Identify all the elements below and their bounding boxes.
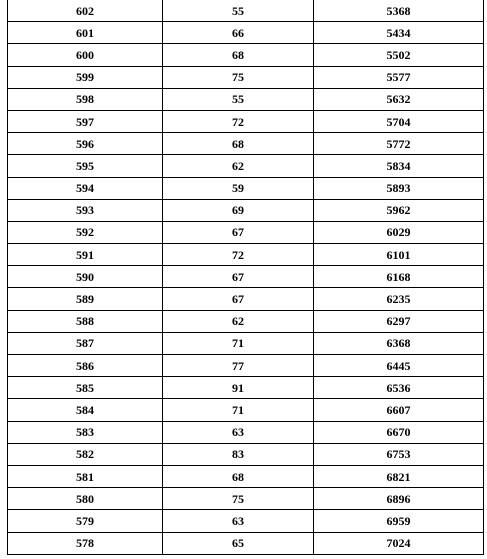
score-cell: 601	[8, 22, 163, 44]
cumulative-cell: 6445	[314, 355, 484, 377]
score-cell: 593	[8, 199, 163, 221]
score-cell: 588	[8, 310, 163, 332]
count-cell: 67	[163, 288, 314, 310]
table-row	[8, 399, 484, 421]
cumulative-cell: 5368	[314, 0, 484, 22]
cumulative-cell: 6607	[314, 399, 484, 421]
score-cell: 594	[8, 177, 163, 199]
score-cell: 602	[8, 0, 163, 22]
table-row	[8, 377, 484, 399]
count-cell: 71	[163, 399, 314, 421]
cumulative-cell: 5632	[314, 88, 484, 110]
score-cell: 596	[8, 133, 163, 155]
table-row	[8, 22, 484, 44]
count-cell: 66	[163, 22, 314, 44]
score-cell: 578	[8, 532, 163, 554]
score-cell: 597	[8, 110, 163, 132]
cumulative-cell: 5772	[314, 133, 484, 155]
count-cell: 62	[163, 155, 314, 177]
count-cell: 63	[163, 421, 314, 443]
table-row	[8, 310, 484, 332]
table-row	[8, 288, 484, 310]
count-cell: 55	[163, 0, 314, 22]
count-cell: 69	[163, 199, 314, 221]
table-row	[8, 488, 484, 510]
score-cell: 579	[8, 510, 163, 532]
cumulative-cell: 5434	[314, 22, 484, 44]
table-row	[8, 199, 484, 221]
score-cell: 590	[8, 266, 163, 288]
cumulative-cell: 6168	[314, 266, 484, 288]
score-cell: 592	[8, 221, 163, 243]
table-row	[8, 421, 484, 443]
count-cell: 91	[163, 377, 314, 399]
table-row	[8, 110, 484, 132]
score-cell: 584	[8, 399, 163, 421]
cumulative-cell: 5577	[314, 66, 484, 88]
cumulative-cell: 6670	[314, 421, 484, 443]
cumulative-cell: 6753	[314, 443, 484, 465]
cumulative-cell: 5502	[314, 44, 484, 66]
score-cell: 598	[8, 88, 163, 110]
count-cell: 65	[163, 532, 314, 554]
count-cell: 68	[163, 44, 314, 66]
cumulative-cell: 5962	[314, 199, 484, 221]
count-cell: 68	[163, 133, 314, 155]
score-cell: 587	[8, 332, 163, 354]
table-row	[8, 465, 484, 487]
count-cell: 75	[163, 66, 314, 88]
table-row	[8, 155, 484, 177]
score-cell: 595	[8, 155, 163, 177]
table-row	[8, 355, 484, 377]
count-cell: 71	[163, 332, 314, 354]
score-cell: 600	[8, 44, 163, 66]
score-cell: 589	[8, 288, 163, 310]
cumulative-cell: 5834	[314, 155, 484, 177]
table-row	[8, 177, 484, 199]
cumulative-cell: 5704	[314, 110, 484, 132]
count-cell: 62	[163, 310, 314, 332]
table-row	[8, 0, 484, 22]
score-cell: 585	[8, 377, 163, 399]
table-row	[8, 244, 484, 266]
table-row	[8, 88, 484, 110]
score-cell: 580	[8, 488, 163, 510]
count-cell: 83	[163, 443, 314, 465]
score-cell: 583	[8, 421, 163, 443]
table-row	[8, 133, 484, 155]
cumulative-cell: 6101	[314, 244, 484, 266]
count-cell: 63	[163, 510, 314, 532]
score-cell: 586	[8, 355, 163, 377]
count-cell: 67	[163, 266, 314, 288]
score-cell: 591	[8, 244, 163, 266]
count-cell: 59	[163, 177, 314, 199]
score-table	[7, 0, 484, 555]
table-row	[8, 332, 484, 354]
cumulative-cell: 6297	[314, 310, 484, 332]
cumulative-cell: 6821	[314, 465, 484, 487]
count-cell: 72	[163, 244, 314, 266]
cumulative-cell: 6896	[314, 488, 484, 510]
score-cell: 599	[8, 66, 163, 88]
count-cell: 67	[163, 221, 314, 243]
table-row	[8, 532, 484, 554]
score-cell: 581	[8, 465, 163, 487]
count-cell: 77	[163, 355, 314, 377]
count-cell: 68	[163, 465, 314, 487]
cumulative-cell: 5893	[314, 177, 484, 199]
table-row	[8, 266, 484, 288]
count-cell: 55	[163, 88, 314, 110]
cumulative-cell: 6536	[314, 377, 484, 399]
table-row	[8, 66, 484, 88]
cumulative-cell: 7024	[314, 532, 484, 554]
score-cell: 582	[8, 443, 163, 465]
cumulative-cell: 6029	[314, 221, 484, 243]
table-row	[8, 510, 484, 532]
cumulative-cell: 6235	[314, 288, 484, 310]
table-body	[8, 0, 484, 554]
cumulative-cell: 6959	[314, 510, 484, 532]
count-cell: 75	[163, 488, 314, 510]
table-row	[8, 221, 484, 243]
table-row	[8, 443, 484, 465]
count-cell: 72	[163, 110, 314, 132]
table-row	[8, 44, 484, 66]
cumulative-cell: 6368	[314, 332, 484, 354]
